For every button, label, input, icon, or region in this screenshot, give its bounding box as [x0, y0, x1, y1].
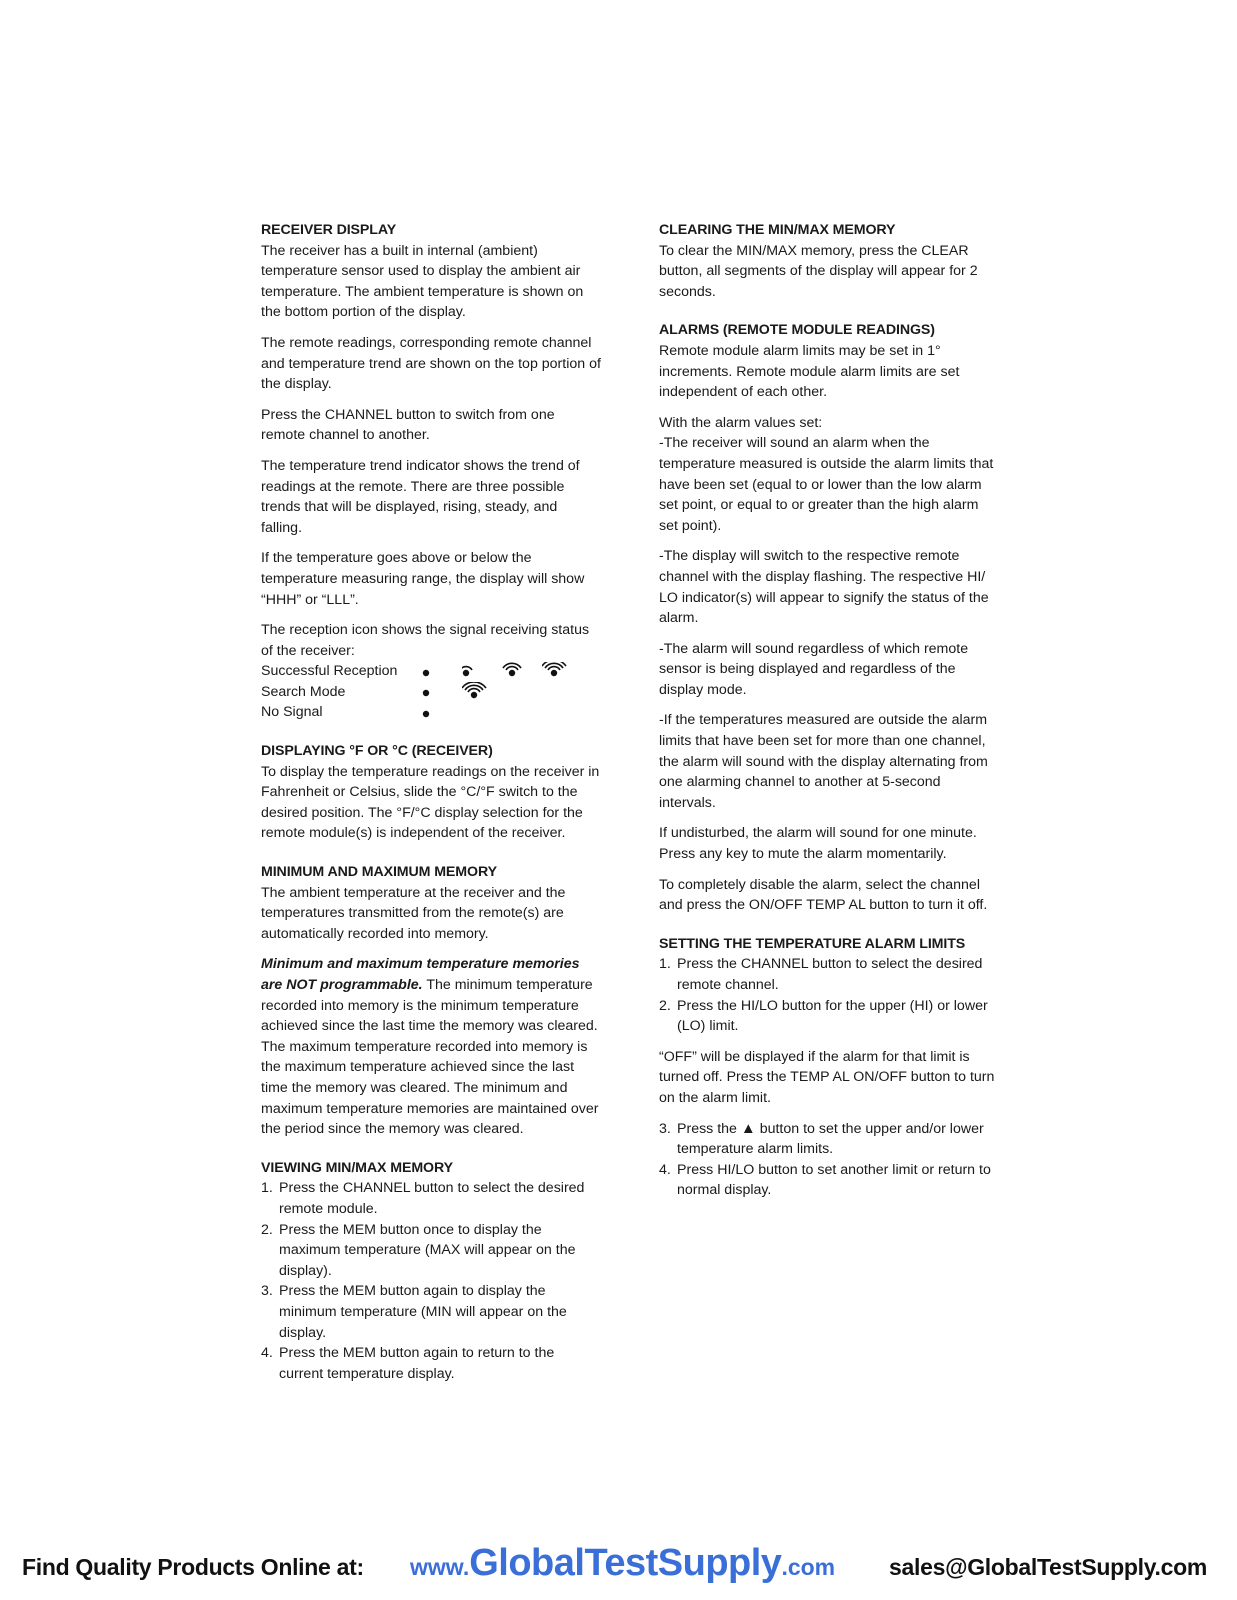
alarms-section — [659, 320, 999, 915]
setting-section — [659, 934, 999, 1201]
paragraph: To completely disable the alarm, select the channel and press the ON/OFF TEMP AL button to turn it off. — [659, 876, 988, 914]
step-text: Press the MEM button once to display the maximum temperature (MAX will appear on the display). — [279, 1221, 576, 1279]
clearing-section — [659, 220, 999, 302]
signal-search-icon — [462, 682, 502, 702]
step-text: Press the — [677, 1120, 737, 1137]
paragraph: -If the temperatures measured are outside the alarm limits that have been set for more than one channel, the alarm will sound with the display alternating from one alarming channel to another at 5-second intervals. — [659, 712, 988, 811]
paragraph: Press the CHANNEL button to switch from one remote channel to another. — [261, 406, 555, 444]
step-number: 1. — [659, 956, 671, 973]
list-item — [659, 996, 999, 1037]
paragraph: “OFF” will be displayed if the alarm for that limit is turned off. Press the TEMP AL ON/OFF button to turn on the alarm limit. — [659, 1048, 995, 1106]
steps-list — [261, 1178, 601, 1384]
section-heading: DISPLAYING °F OR °C (RECEIVER) — [261, 743, 493, 760]
dot-icon — [422, 682, 462, 702]
website-www: www. — [410, 1554, 470, 1580]
viewing-section — [261, 1158, 601, 1385]
reception-row — [261, 682, 601, 703]
list-item — [261, 1281, 601, 1343]
reception-row — [261, 702, 601, 723]
paragraph: -The alarm will sound regardless of which remote sensor is being displayed and regardless of the display mode. — [659, 640, 969, 698]
paragraph — [261, 954, 601, 1139]
step-number: 3. — [261, 1283, 273, 1300]
list-item — [261, 1220, 601, 1282]
paragraph-text: The minimum temperature recorded into memory is the minimum temperature achieved since the last time the memory was cleared. The maximum temperature recorded into memory is the maximum temperature achieved since the last time the memory was cleared. The minimum and maximum temperature memories are maintained over the period since the memory was cleared. — [261, 977, 599, 1138]
step-text: Press the HI/LO button for the upper (HI) or lower (LO) limit. — [677, 997, 988, 1035]
paragraph: -The receiver will sound an alarm when the temperature measured is outside the alarm limits that have been set (equal to or lower than the low alarm set point, or equal to or greater than the high alarm set point). — [659, 435, 994, 534]
paragraph: If the temperature goes above or below the temperature measuring range, the display will show “HHH” or “LLL”. — [261, 550, 585, 608]
right-column — [659, 220, 999, 1219]
step-text: Press the CHANNEL button to select the desired remote channel. — [677, 956, 983, 993]
paragraph: The temperature trend indicator shows the trend of readings at the remote. There are three possible trends that will be displayed, rising, steady, and falling. — [261, 457, 580, 536]
paragraph: -The display will switch to the respective remote channel with the display flashing. The respective HI/ LO indicator(s) will appear to signify the status of the alarm. — [659, 548, 989, 627]
step-text: Press HI/LO button to set another limit or return to normal display. — [677, 1161, 991, 1199]
paragraph: Remote module alarm limits may be set in 1° increments. Remote module alarm limits are set independent of each other. — [659, 342, 960, 401]
reception-label: No Signal — [261, 704, 323, 721]
left-column — [261, 220, 601, 1402]
step-text: Press the CHANNEL button to select the desired remote module. — [279, 1180, 585, 1217]
paragraph: To display the temperature readings on the receiver in Fahrenheit or Celsius, slide the °C/°F switch to the desired position. The °F/°C display selection for the remote module(s) is independent of the receiver. — [261, 763, 600, 842]
email-link[interactable]: sales@GlobalTestSupply.com — [889, 1554, 1207, 1580]
steps-list — [659, 954, 999, 1036]
paragraph: The remote readings, corresponding remote channel and temperature trend are shown on the top portion of the display. — [261, 334, 601, 393]
paragraph: The ambient temperature at the receiver and the temperatures transmitted from the remote(s) are automatically recorded into memory. — [261, 884, 566, 942]
step-number: 2. — [659, 997, 671, 1014]
step-text: button to set the upper and/or lower temperature alarm limits. — [677, 1120, 984, 1158]
step-number: 2. — [261, 1221, 273, 1238]
step-number: 4. — [659, 1161, 671, 1178]
reception-label: Search Mode — [261, 683, 346, 700]
footer-tagline: Find Quality Products Online at: — [22, 1554, 364, 1580]
website-brand: GlobalTestSupply — [469, 1542, 782, 1584]
step-text: Press the MEM button again to display the minimum temperature (MIN will appear on the display. — [279, 1283, 567, 1341]
reception-table — [261, 661, 601, 723]
section-heading: VIEWING MIN/MAX MEMORY — [261, 1159, 453, 1176]
list-item — [659, 1119, 999, 1160]
bold-italic-text: Minimum and maximum temperature memories are NOT programmable. — [261, 956, 580, 993]
paragraph: The reception icon shows the signal receiving status of the receiver: — [261, 622, 590, 659]
website-com: .com — [781, 1554, 836, 1580]
reception-row — [261, 661, 601, 682]
step-number: 4. — [261, 1345, 273, 1362]
minmax-section — [261, 862, 601, 1140]
list-item — [659, 954, 999, 995]
list-item — [261, 1343, 601, 1384]
website-link[interactable] — [410, 1542, 835, 1585]
section-heading: MINIMUM AND MAXIMUM MEMORY — [261, 864, 497, 881]
paragraph: If undisturbed, the alarm will sound for one minute. Press any key to mute the alarm momentarily. — [659, 825, 977, 863]
section-heading: ALARMS (REMOTE MODULE READINGS) — [659, 322, 935, 339]
steps-list — [659, 1119, 999, 1201]
dot-icon — [422, 703, 462, 723]
section-heading: SETTING THE TEMPERATURE ALARM LIMITS — [659, 935, 966, 952]
list-item — [261, 1178, 601, 1219]
dot-icon — [422, 662, 462, 682]
paragraph: With the alarm values set: — [659, 414, 823, 431]
paragraph: To clear the MIN/MAX memory, press the CLEAR button, all segments of the display will appear for 2 seconds. — [659, 242, 978, 300]
paragraph: The receiver has a built in internal (ambient) temperature sensor used to display the ambient air temperature. The ambient temperature is shown on the bottom portion of the display. — [261, 242, 584, 321]
receiver-display-section — [261, 220, 601, 723]
displaying-section — [261, 741, 601, 844]
step-text: Press the MEM button again to return to the current temperature display. — [279, 1345, 555, 1382]
reception-label: Successful Reception — [261, 663, 398, 680]
section-heading: RECEIVER DISPLAY — [261, 222, 397, 238]
section-heading: CLEARING THE MIN/MAX MEMORY — [659, 222, 896, 238]
list-item — [659, 1160, 999, 1201]
reception-status — [261, 620, 601, 723]
signal-three-bars-icon — [542, 662, 582, 682]
footer — [0, 1542, 1237, 1588]
step-number: 1. — [261, 1180, 273, 1197]
up-triangle-icon: ▲ — [740, 1119, 756, 1137]
signal-two-bars-icon — [502, 662, 542, 682]
step-number: 3. — [659, 1120, 671, 1137]
signal-one-bar-icon — [462, 662, 502, 682]
